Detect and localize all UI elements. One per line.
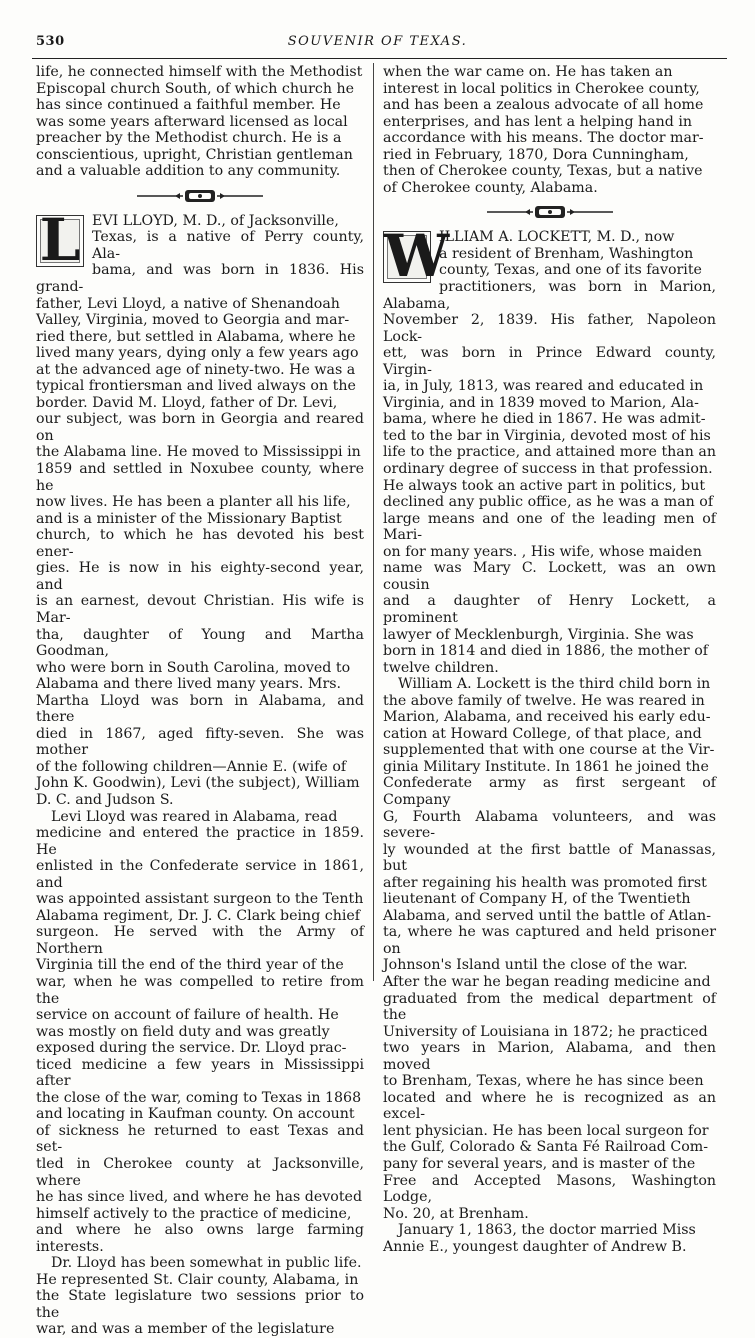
article-william-lockett [383,222,716,676]
article-paragraph: Dr. Lloyd has been somewhat in public life. He represented St. Clair county, Alabama, in the State legislature two sessions prior to the war, and was a member of the legislature [36,1255,364,1338]
article-paragraph: EVI LLOYD, M. D., of Jacksonville, Texas, is a native of Perry county, Ala- bama, and was born in 1836. His grand- father, Levi Lloyd, a native of Shenandoah Valley, Virginia, moved to Georgia and mar- ried there, but settled in Alabama, where he lived many years, dying only a few years ago at the advanced age of ninety-two. He was a typical frontiersman and lived always on the border. David M. Lloyd, father of Dr. Levi, our subject, was born in Georgia and reared on the Alabama line. He moved to Mississippi in 1859 and settled in Noxubee county, where he now lives. He has been a planter all his life, and is a minister of the Missionary Baptist church, to which he has devoted his best ener- gies. He is now in his eighty-second year, and is an earnest, devout Christian. His wife is Mar- tha, daughter of Young and Martha Goodman, who were born in South Carolina, moved to Alabama and there lived many years. Mrs. Martha Lloyd was born in Alabama, and there died in 1867, aged fifty-seven. She was mother of the following children—Annie E. (wife of John K. Goodwin), Levi (the subject), William D. C. and Judson S. [36,212,364,808]
article-paragraph: Levi Lloyd was reared in Alabama, read medicine and entered the practice in 1859. He enlisted in the Confederate service in 1861, and was appointed assistant surgeon to the Tenth Alabama regiment, Dr. J. C. Clark being chief surgeon. He served with the Army of Northern Virginia till the end of the third year of the war, when he was compelled to retire from the service on account of failure of health. He was mostly on field duty and was greatly exposed during the service. Dr. Lloyd prac- ticed medicine a few years in Mississippi after the close of the war, coming to Texas in 1868 and locating in Kaufman county. On account of sickness he returned to east Texas and set- tled in Cherokee county at Jacksonville, where he has since lived, and where he has devoted himself actively to the practice of medicine, and where he also owns large farming interests. [36,808,364,1255]
column-divider [373,63,374,981]
article-levi-lloyd [36,205,364,809]
header-rule [32,58,727,59]
continued-paragraph: when the war came on. He has taken an interest in local politics in Cherokee county, and has been a zealous advocate of all home enterprises, and has lent a helping hand in accordance with his means. The doctor mar- ried in February, 1870, Dora Cunningham, then of Cherokee county, Texas, but a native of Cherokee county, Alabama. [383,64,704,196]
article-paragraph: January 1, 1863, the doctor married Miss Annie E., youngest daughter of Andrew B. [383,1222,696,1255]
decorated-initial-icon: L [36,215,84,267]
right-column [383,64,716,1255]
ornamental-rule-icon [36,183,364,209]
page-number: 530 [36,34,65,49]
left-column [36,64,364,1338]
decorated-initial-icon: W [384,222,450,291]
running-title: SOUVENIR OF TEXAS. [287,34,468,49]
continued-paragraph: life, he connected himself with the Methodist Episcopal church South, of which church he has since continued a faithful member. He was some years afterward licensed as local preacher by the Methodist church. He is a conscientious, upright, Christian gentleman and a valuable addition to any community. [36,64,363,180]
article-paragraph: ILLIAM A. LOCKETT, M. D., now a resident of Brenham, Washington county, Texas, and one of its favorite practitioners, was born in Marion, Alabama, November 2, 1839. His father, Napoleon Lock- ett, was born in Prince Edward county, Virgin- ia, in July, 1813, was reared and educated in Virginia, and in 1839 moved to Marion, Ala- bama, where he died in 1867. He was admit- ted to the bar in Virginia, devoted most of his life to the practice, and attained more than an ordinary degree of success in that profession. He always took an active part in politics, but declined any public office, as he was a man of large means and one of the leading men of Mari- on for many years. , His wife, whose maiden name was Mary C. Lockett, was an own cousin and a daughter of Henry Lockett, a prominent lawyer of Mecklenburgh, Virginia. She was born in 1814 and died in 1886, the mother of twelve children. [383,229,716,676]
article-paragraph: William A. Lockett is the third child born in the above family of twelve. He was reared in Marion, Alabama, and received his early edu- cation at Howard College, of that place, and supplemented that with one course at the Vir- ginia Military Institute. In 1861 he joined the Confederate army as first sergeant of Company G, Fourth Alabama volunteers, and was severe- ly wounded at the first battle of Manassas, but after regaining his health was promoted first lieutenant of Company H, of the Twentieth Alabama, and served until the battle of Atlan- ta, where he was captured and held prisoner on Johnson's Island until the close of the war. After the war he began reading medicine and graduated from the medical department of the University of Louisiana in 1872; he practiced two years in Marion, Alabama, and then moved to Brenham, Texas, where he has since been located and where he is recognized as an excel- lent physician. He has been local surgeon for the Gulf, Colorado & Santa Fé Railroad Com- pany for several years, and is master of the Free and Accepted Masons, Washington Lodge, No. 20, at Brenham. [383,676,716,1222]
